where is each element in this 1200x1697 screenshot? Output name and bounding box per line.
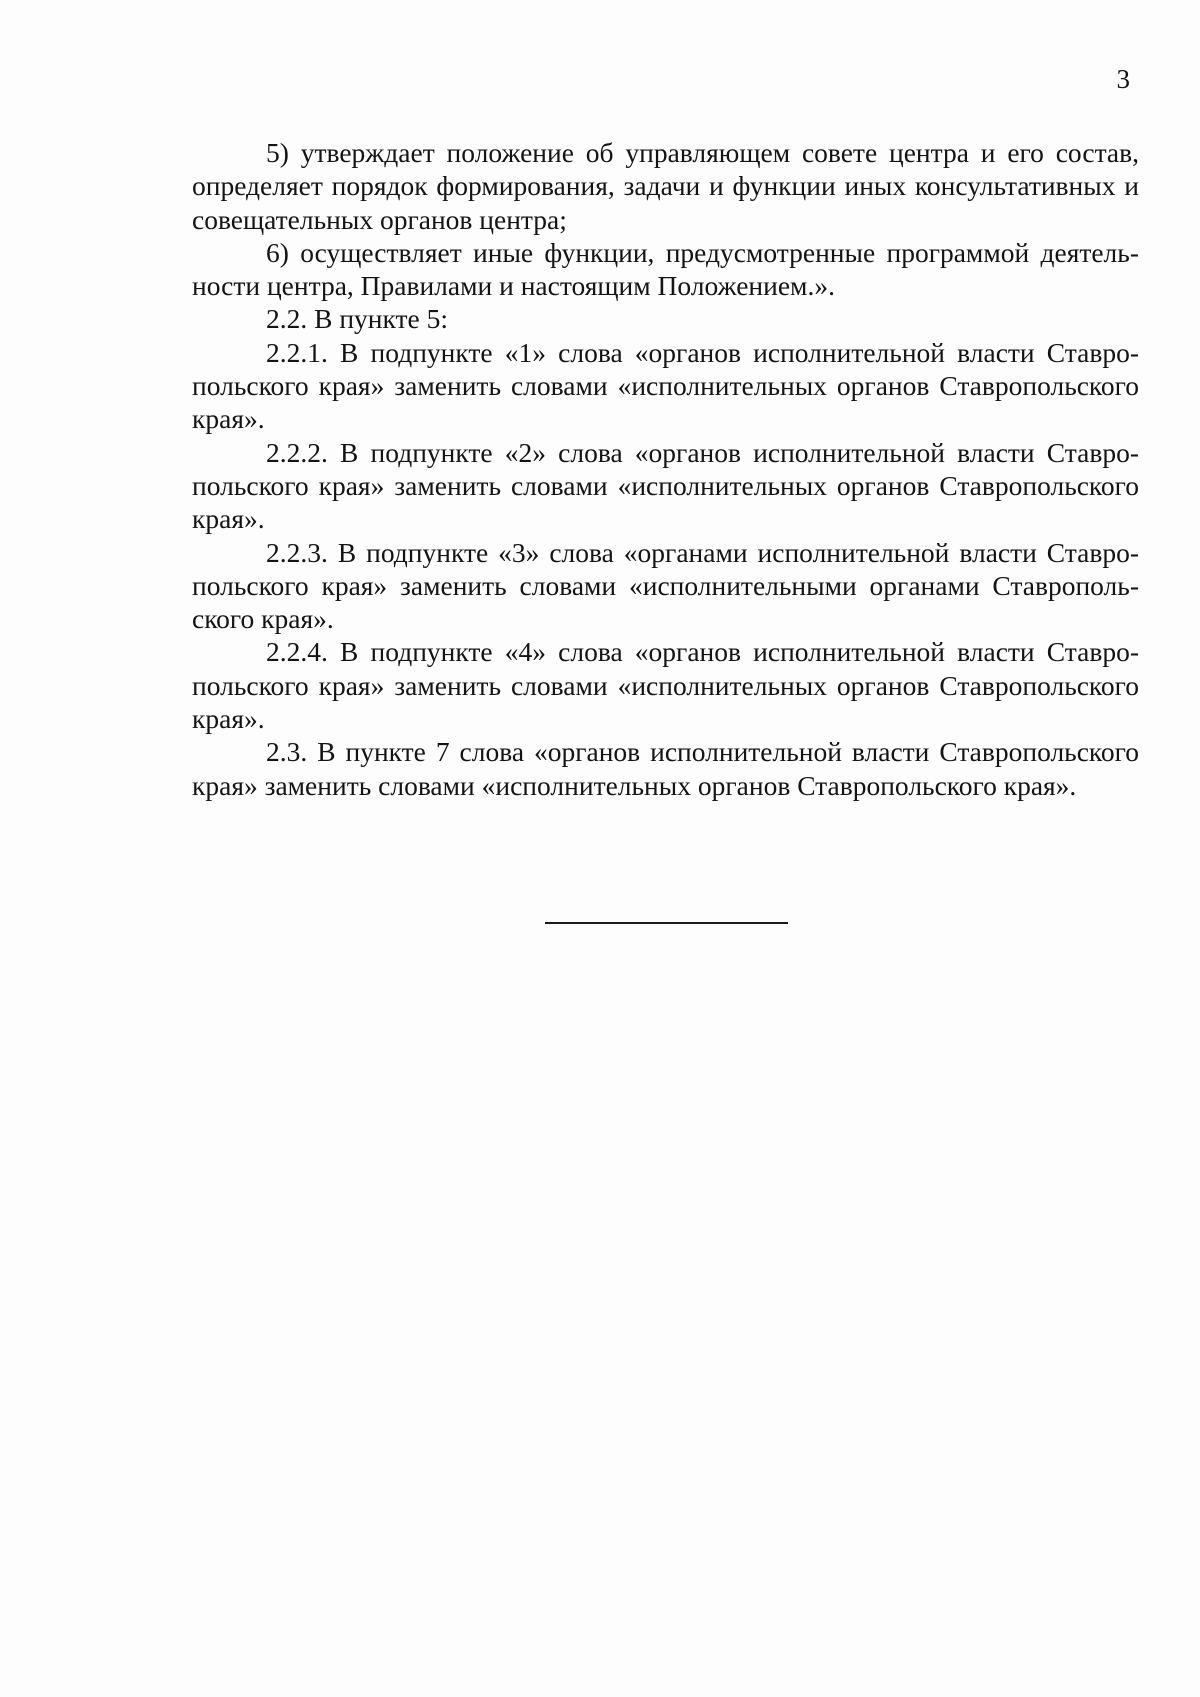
paragraph-2-2-4: 2.2.4. В подпункте «4» слова «органов исполнительной власти Ставропольского края» заменить словами «исполнительных органов Ставропольского края». <box>192 636 1139 735</box>
closing-divider <box>545 922 788 924</box>
paragraph-2-2-3: 2.2.3. В подпункте «3» слова «органами исполнительной власти Ставропольского края» заменить словами «исполнительными органами Ставропольского края». <box>192 536 1139 635</box>
paragraph-item-6: 6) осуществляет иные функции, предусмотренные программой деятельности центра, Правилами и настоящим Положением.». <box>192 236 1139 302</box>
paragraph-item-5: 5) утверждает положение об управляющем совете центра и его состав, определяет порядок формирования, задачи и функции иных консультативных и совещательных органов центра; <box>192 137 1139 235</box>
paragraph-2-2: 2.2. В пункте 5: <box>266 303 449 335</box>
paragraph-2-2-2: 2.2.2. В подпункте «2» слова «органов исполнительной власти Ставропольского края» заменить словами «исполнительных органов Ставропольского края». <box>192 436 1139 535</box>
document-body <box>192 136 1139 802</box>
paragraph-2-3: 2.3. В пункте 7 слова «органов исполнительной власти Ставропольского края» заменить словами «исполнительных органов Ставропольского края». <box>192 736 1139 801</box>
page-number: 3 <box>1116 64 1130 94</box>
paragraph-2-2-1: 2.2.1. В подпункте «1» слова «органов исполнительной власти Ставропольского края» заменить словами «исполнительных органов Ставропольского края». <box>192 336 1139 435</box>
